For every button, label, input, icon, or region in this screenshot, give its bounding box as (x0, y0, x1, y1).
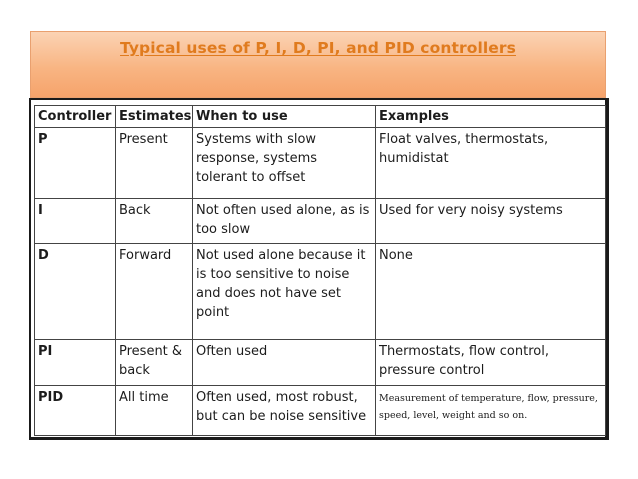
header-examples: Examples (376, 106, 606, 128)
cell-controller: I (35, 199, 116, 244)
cell-when-to-use: Often used, most robust, but can be noise sensitive (193, 386, 376, 436)
cell-estimates: Back (116, 199, 193, 244)
cell-controller: PI (35, 340, 116, 386)
cell-when-to-use: Not used alone because it is too sensitive to noise and does not have set point (193, 244, 376, 340)
table-header-row (35, 106, 606, 128)
header-controller: Controller (35, 106, 116, 128)
table-row (35, 386, 606, 436)
cell-estimates: All time (116, 386, 193, 436)
cell-estimates: Forward (116, 244, 193, 340)
cell-when-to-use: Often used (193, 340, 376, 386)
title-banner (30, 31, 606, 98)
table-row (35, 244, 606, 340)
cell-when-to-use: Not often used alone, as is too slow (193, 199, 376, 244)
cell-examples: Float valves, thermostats, humidistat (376, 128, 606, 199)
cell-examples: Measurement of temperature, flow, pressure, speed, level, weight and so on. (376, 386, 606, 436)
slide-title: Typical uses of P, I, D, PI, and PID controllers (120, 39, 516, 57)
cell-examples: Thermostats, flow control, pressure control (376, 340, 606, 386)
cell-controller: D (35, 244, 116, 340)
cell-when-to-use: Systems with slow response, systems tolerant to offset (193, 128, 376, 199)
controllers-table (34, 105, 606, 436)
table-row (35, 199, 606, 244)
cell-estimates: Present (116, 128, 193, 199)
table-frame (29, 98, 609, 440)
cell-estimates: Present & back (116, 340, 193, 386)
cell-controller: PID (35, 386, 116, 436)
table-row (35, 340, 606, 386)
cell-controller: P (35, 128, 116, 199)
cell-examples: Used for very noisy systems (376, 199, 606, 244)
header-when-to-use: When to use (193, 106, 376, 128)
header-estimates: Estimates (116, 106, 193, 128)
cell-examples: None (376, 244, 606, 340)
table-row (35, 128, 606, 199)
